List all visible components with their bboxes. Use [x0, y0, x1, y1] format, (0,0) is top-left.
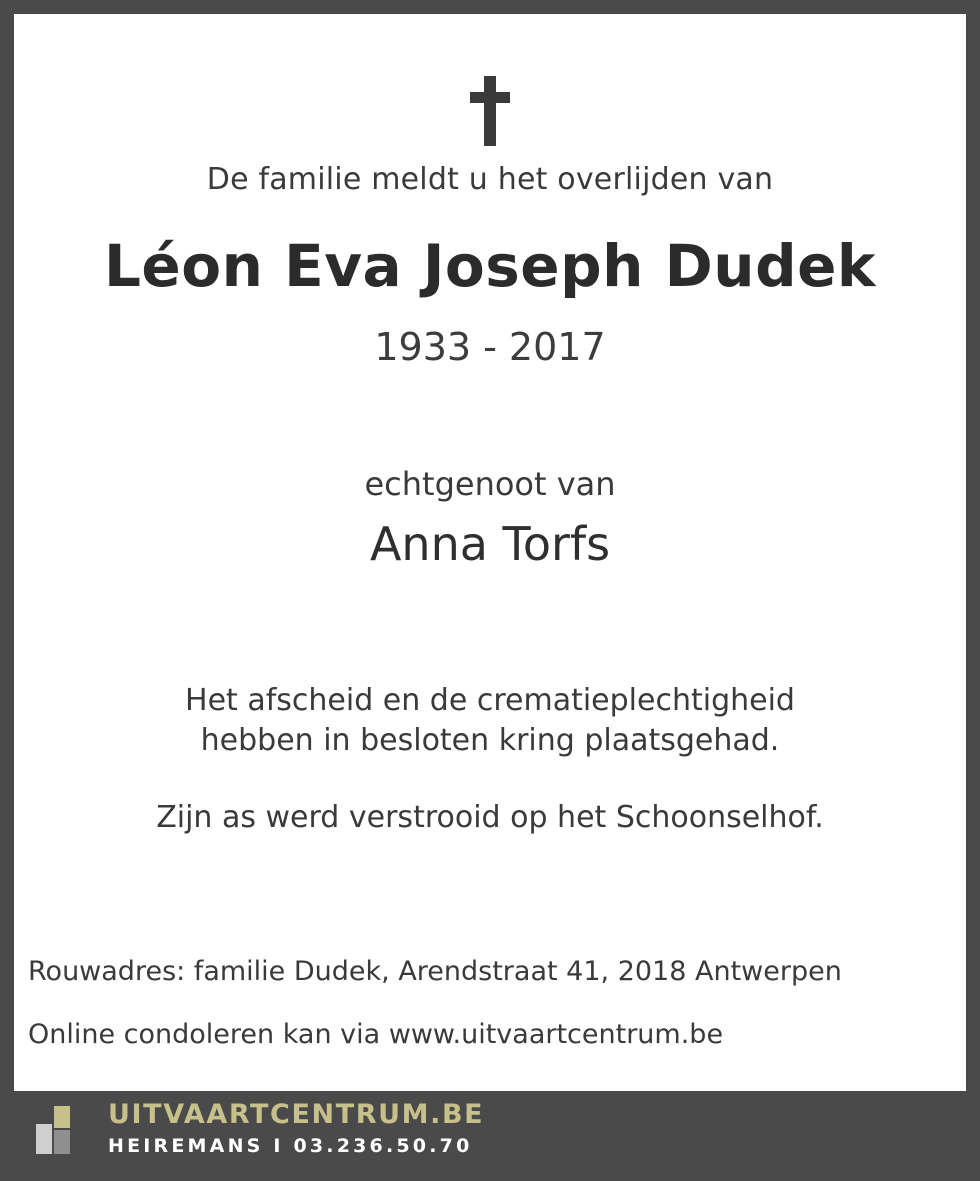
ceremony-line-1: Het afscheid en de crematieplechtigheid — [185, 682, 795, 718]
cross-icon — [30, 76, 950, 146]
ashes-text: Zijn as werd verstrooid op het Schoonselhof. — [156, 799, 824, 835]
ceremony-line-2: hebben in besloten kring plaatsgehad. — [200, 723, 780, 759]
obituary-content — [14, 14, 966, 1077]
contact-block — [28, 954, 952, 1052]
footer-bar — [14, 1091, 966, 1167]
footer-subtitle: HEIREMANS I 03.236.50.70 — [108, 1135, 473, 1158]
obituary-card — [14, 14, 966, 1167]
online-condolence: Online condoleren kan via www.uitvaartcentrum.be — [28, 1018, 724, 1050]
life-years: 1933 - 2017 — [374, 324, 606, 369]
spouse-name: Anna Torfs — [369, 516, 611, 571]
deceased-name: Léon Eva Joseph Dudek — [103, 232, 877, 300]
footer-brand: UITVAARTCENTRUM.BE — [108, 1099, 485, 1131]
spouse-label: echtgenoot van — [364, 464, 616, 503]
uitvaartcentrum-logo-icon — [36, 1104, 94, 1154]
ceremony-text — [30, 681, 950, 762]
mourning-address: Rouwadres: familie Dudek, Arendstraat 41, 2018 Antwerpen — [28, 955, 842, 987]
footer-text — [108, 1099, 484, 1159]
announcement-text: De familie meldt u het overlijden van — [206, 162, 774, 197]
